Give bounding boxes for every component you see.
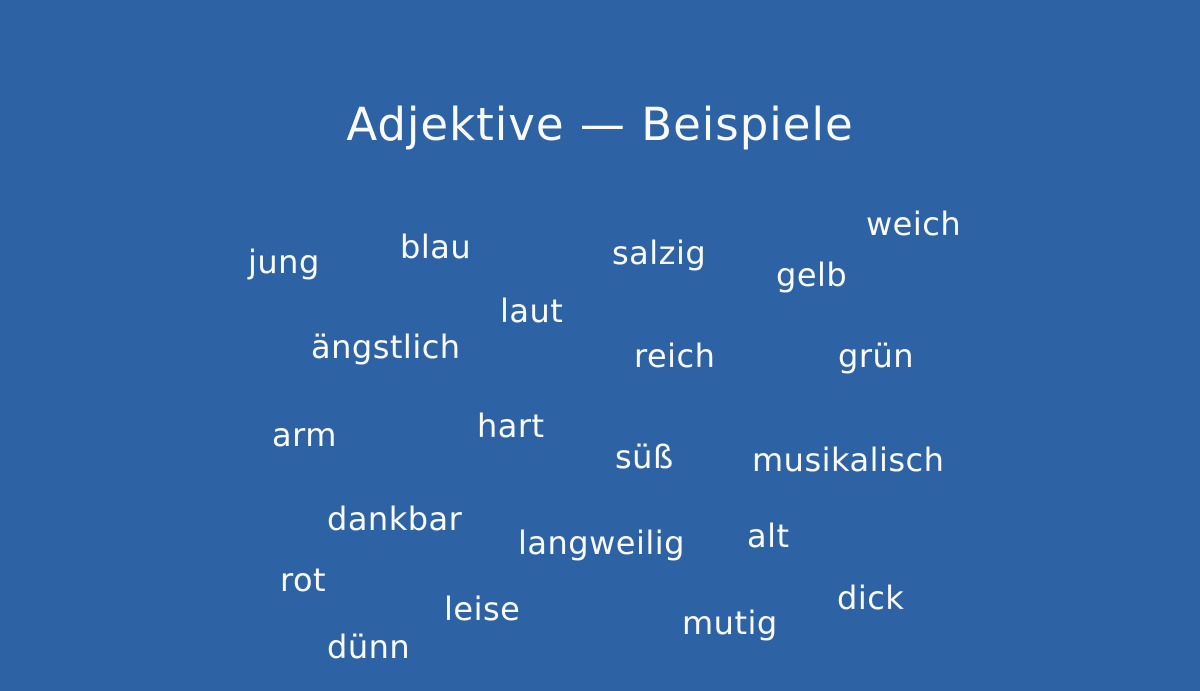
adjective-word: ängstlich	[311, 328, 461, 366]
adjective-word: alt	[747, 517, 790, 555]
adjective-word: dünn	[327, 628, 411, 666]
adjective-word: salzig	[612, 234, 707, 272]
adjective-word: jung	[248, 243, 320, 281]
page-title: Adjektive — Beispiele	[346, 98, 854, 151]
adjective-word: arm	[272, 416, 337, 454]
adjective-word: leise	[444, 590, 521, 628]
adjective-word: laut	[500, 292, 564, 330]
adjective-word: dankbar	[327, 500, 463, 538]
adjective-word: reich	[634, 337, 716, 375]
adjective-word: weich	[866, 205, 962, 243]
adjective-word: grün	[838, 337, 915, 375]
adjective-word: langweilig	[518, 524, 685, 562]
adjective-word: dick	[837, 579, 905, 617]
adjective-word: musikalisch	[752, 441, 945, 479]
adjective-word: blau	[400, 228, 472, 266]
adjective-word: mutig	[682, 604, 778, 642]
adjective-word: hart	[477, 407, 545, 445]
adjective-word: gelb	[776, 256, 848, 294]
adjective-word: süß	[615, 438, 674, 476]
adjective-word: rot	[280, 561, 327, 599]
